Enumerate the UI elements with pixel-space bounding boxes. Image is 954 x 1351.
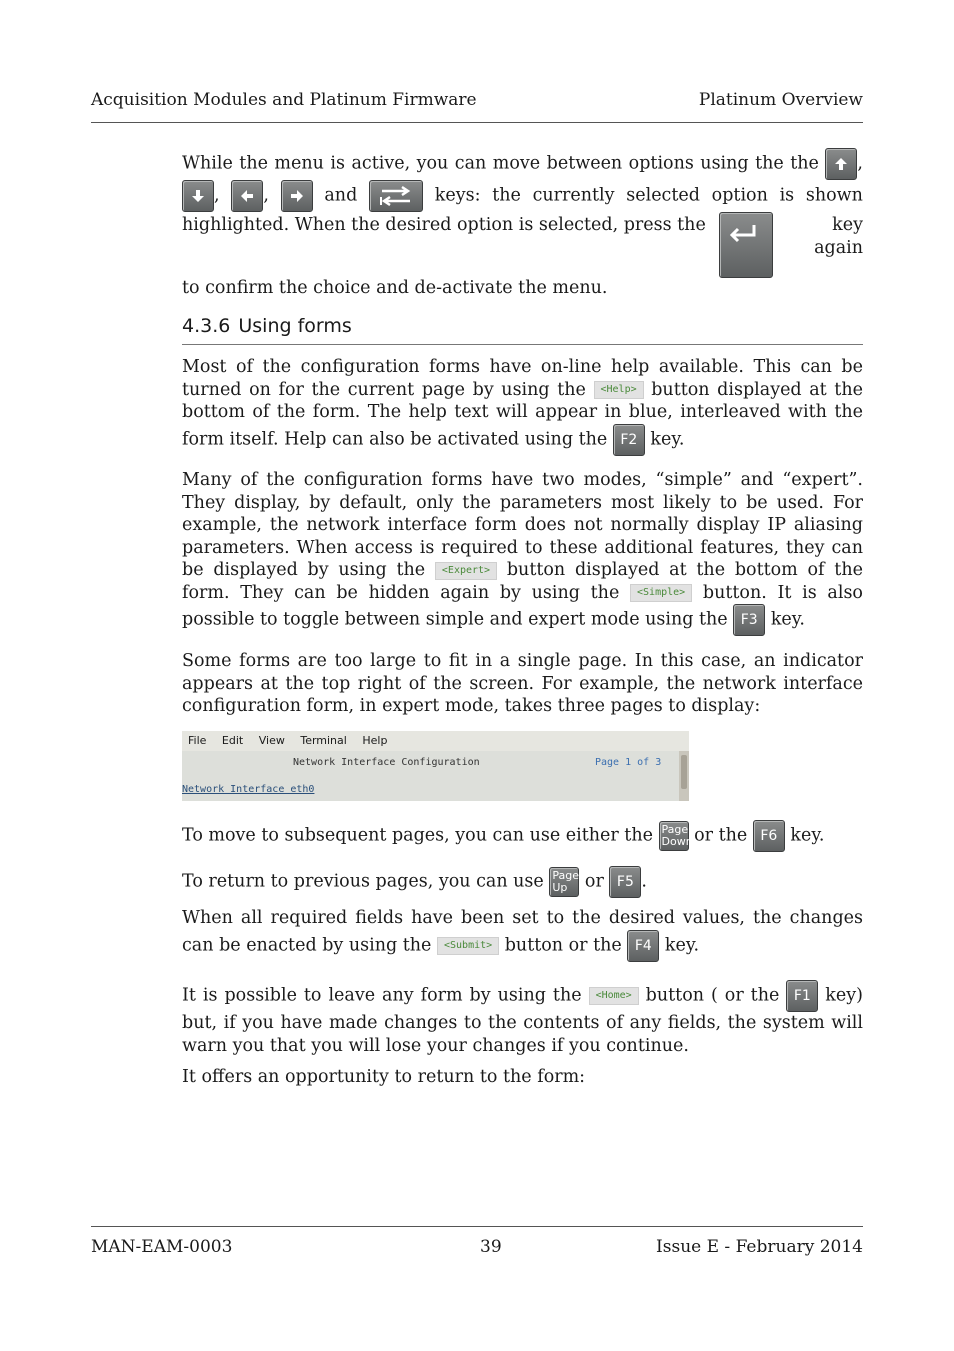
section-number: 4.3.6 <box>182 315 231 337</box>
terminal-scrollbar[interactable] <box>679 751 689 801</box>
main-content <box>182 0 863 1351</box>
tab-key-icon <box>369 180 423 212</box>
page-number: 39 <box>480 1237 502 1257</box>
footer-rule <box>91 1226 863 1227</box>
home-button[interactable]: <Home> <box>589 987 639 1005</box>
section-title: Using forms <box>238 315 352 337</box>
terminal-screenshot <box>182 731 689 801</box>
menu-edit[interactable]: Edit <box>221 734 244 747</box>
f2-key-icon: F2 <box>613 424 645 456</box>
paragraph-next: To move to subsequent pages, you can use either the Page Down or the F6 key. <box>182 820 863 852</box>
menu-help[interactable]: Help <box>362 734 388 747</box>
up-arrow-key-icon <box>825 148 857 180</box>
intro-line-4: to confirm the choice and de-activate the menu. <box>182 278 608 298</box>
f3-key-icon: F3 <box>733 604 765 636</box>
paragraph-prev: To return to previous pages, you can use Page Up or F5 . <box>182 866 863 898</box>
paragraph-pages: Some forms are too large to fit in a single page. In this case, an indicator appears at the top right of the screen. For example, the network interface configuration form, in expert mode, takes three pages to display: <box>182 651 863 716</box>
right-arrow-key-icon <box>281 180 313 212</box>
form-title: Network Interface Configuration <box>293 757 480 768</box>
intro-line-2: , , and keys: the currently selected option is shown <box>182 180 863 212</box>
page-down-key-icon: Page Down <box>659 821 689 851</box>
menu-terminal[interactable]: Terminal <box>300 734 347 747</box>
paragraph-help: Most of the configuration forms have on-line help available. This can be turned on for the current page by using the <Help> button displayed at the bottom of the form. The help text will appear in blue, interleaved with the form itself. Help can also be activated using the F2 key. <box>182 356 863 456</box>
intro-line-3: highlighted. When the desired option is selected, press the <box>182 215 706 235</box>
left-arrow-key-icon <box>231 180 263 212</box>
down-arrow-key-icon <box>182 180 214 212</box>
section-heading <box>182 315 863 345</box>
running-header-left: Acquisition Modules and Platinum Firmware <box>91 90 477 110</box>
menu-file[interactable]: File <box>188 734 207 747</box>
page-up-key-icon: Page Up <box>549 867 579 897</box>
running-header-right: Platinum Overview <box>698 90 863 110</box>
paragraph-submit: When all required fields have been set to the desired values, the changes can be enacted by using the <Submit> button or the F4 key. <box>182 907 863 962</box>
submit-button[interactable]: <Submit> <box>437 937 499 955</box>
paragraph-offer: It offers an opportunity to return to the form: <box>182 1067 586 1087</box>
scrollbar-thumb[interactable] <box>681 755 687 789</box>
footer-issue: Issue E - February 2014 <box>656 1237 863 1257</box>
interface-link[interactable]: Network Interface eth0 <box>182 784 315 795</box>
terminal-menubar <box>182 731 689 751</box>
paragraph-modes: Many of the configuration forms have two modes, “simple” and “expert”. They display, by default, only the parameters most likely to be used. For example, the network interface form does not normally display IP aliasing parameters. When access is required to these additional features, they can be displayed by using the <Expert> button displayed at the bottom of the form. They can be hidden again by using the <Simple> button. It is also possible to toggle between simple and expert mode using the F3 key. <box>182 469 863 636</box>
expert-button[interactable]: <Expert> <box>435 562 497 580</box>
f1-key-icon: F1 <box>786 980 818 1012</box>
f4-key-icon: F4 <box>627 930 659 962</box>
page-indicator: Page 1 of 3 <box>595 757 662 768</box>
f6-key-icon: F6 <box>753 820 785 852</box>
enter-key-icon <box>719 212 773 278</box>
paragraph-home: It is possible to leave any form by using the <Home> button ( or the F1 key) but, if you have made changes to the contents of any fields, the system will warn you that you will lose your changes if you continue. <box>182 980 863 1057</box>
f5-key-icon: F5 <box>609 866 641 898</box>
help-button[interactable]: <Help> <box>594 381 644 399</box>
intro-line-1: While the menu is active, you can move between options using the the , <box>182 148 863 180</box>
intro-line-3-end: key again <box>814 215 863 258</box>
footer-doc-id: MAN-EAM-0003 <box>91 1237 233 1257</box>
menu-view[interactable]: View <box>258 734 285 747</box>
simple-button[interactable]: <Simple> <box>630 584 692 602</box>
